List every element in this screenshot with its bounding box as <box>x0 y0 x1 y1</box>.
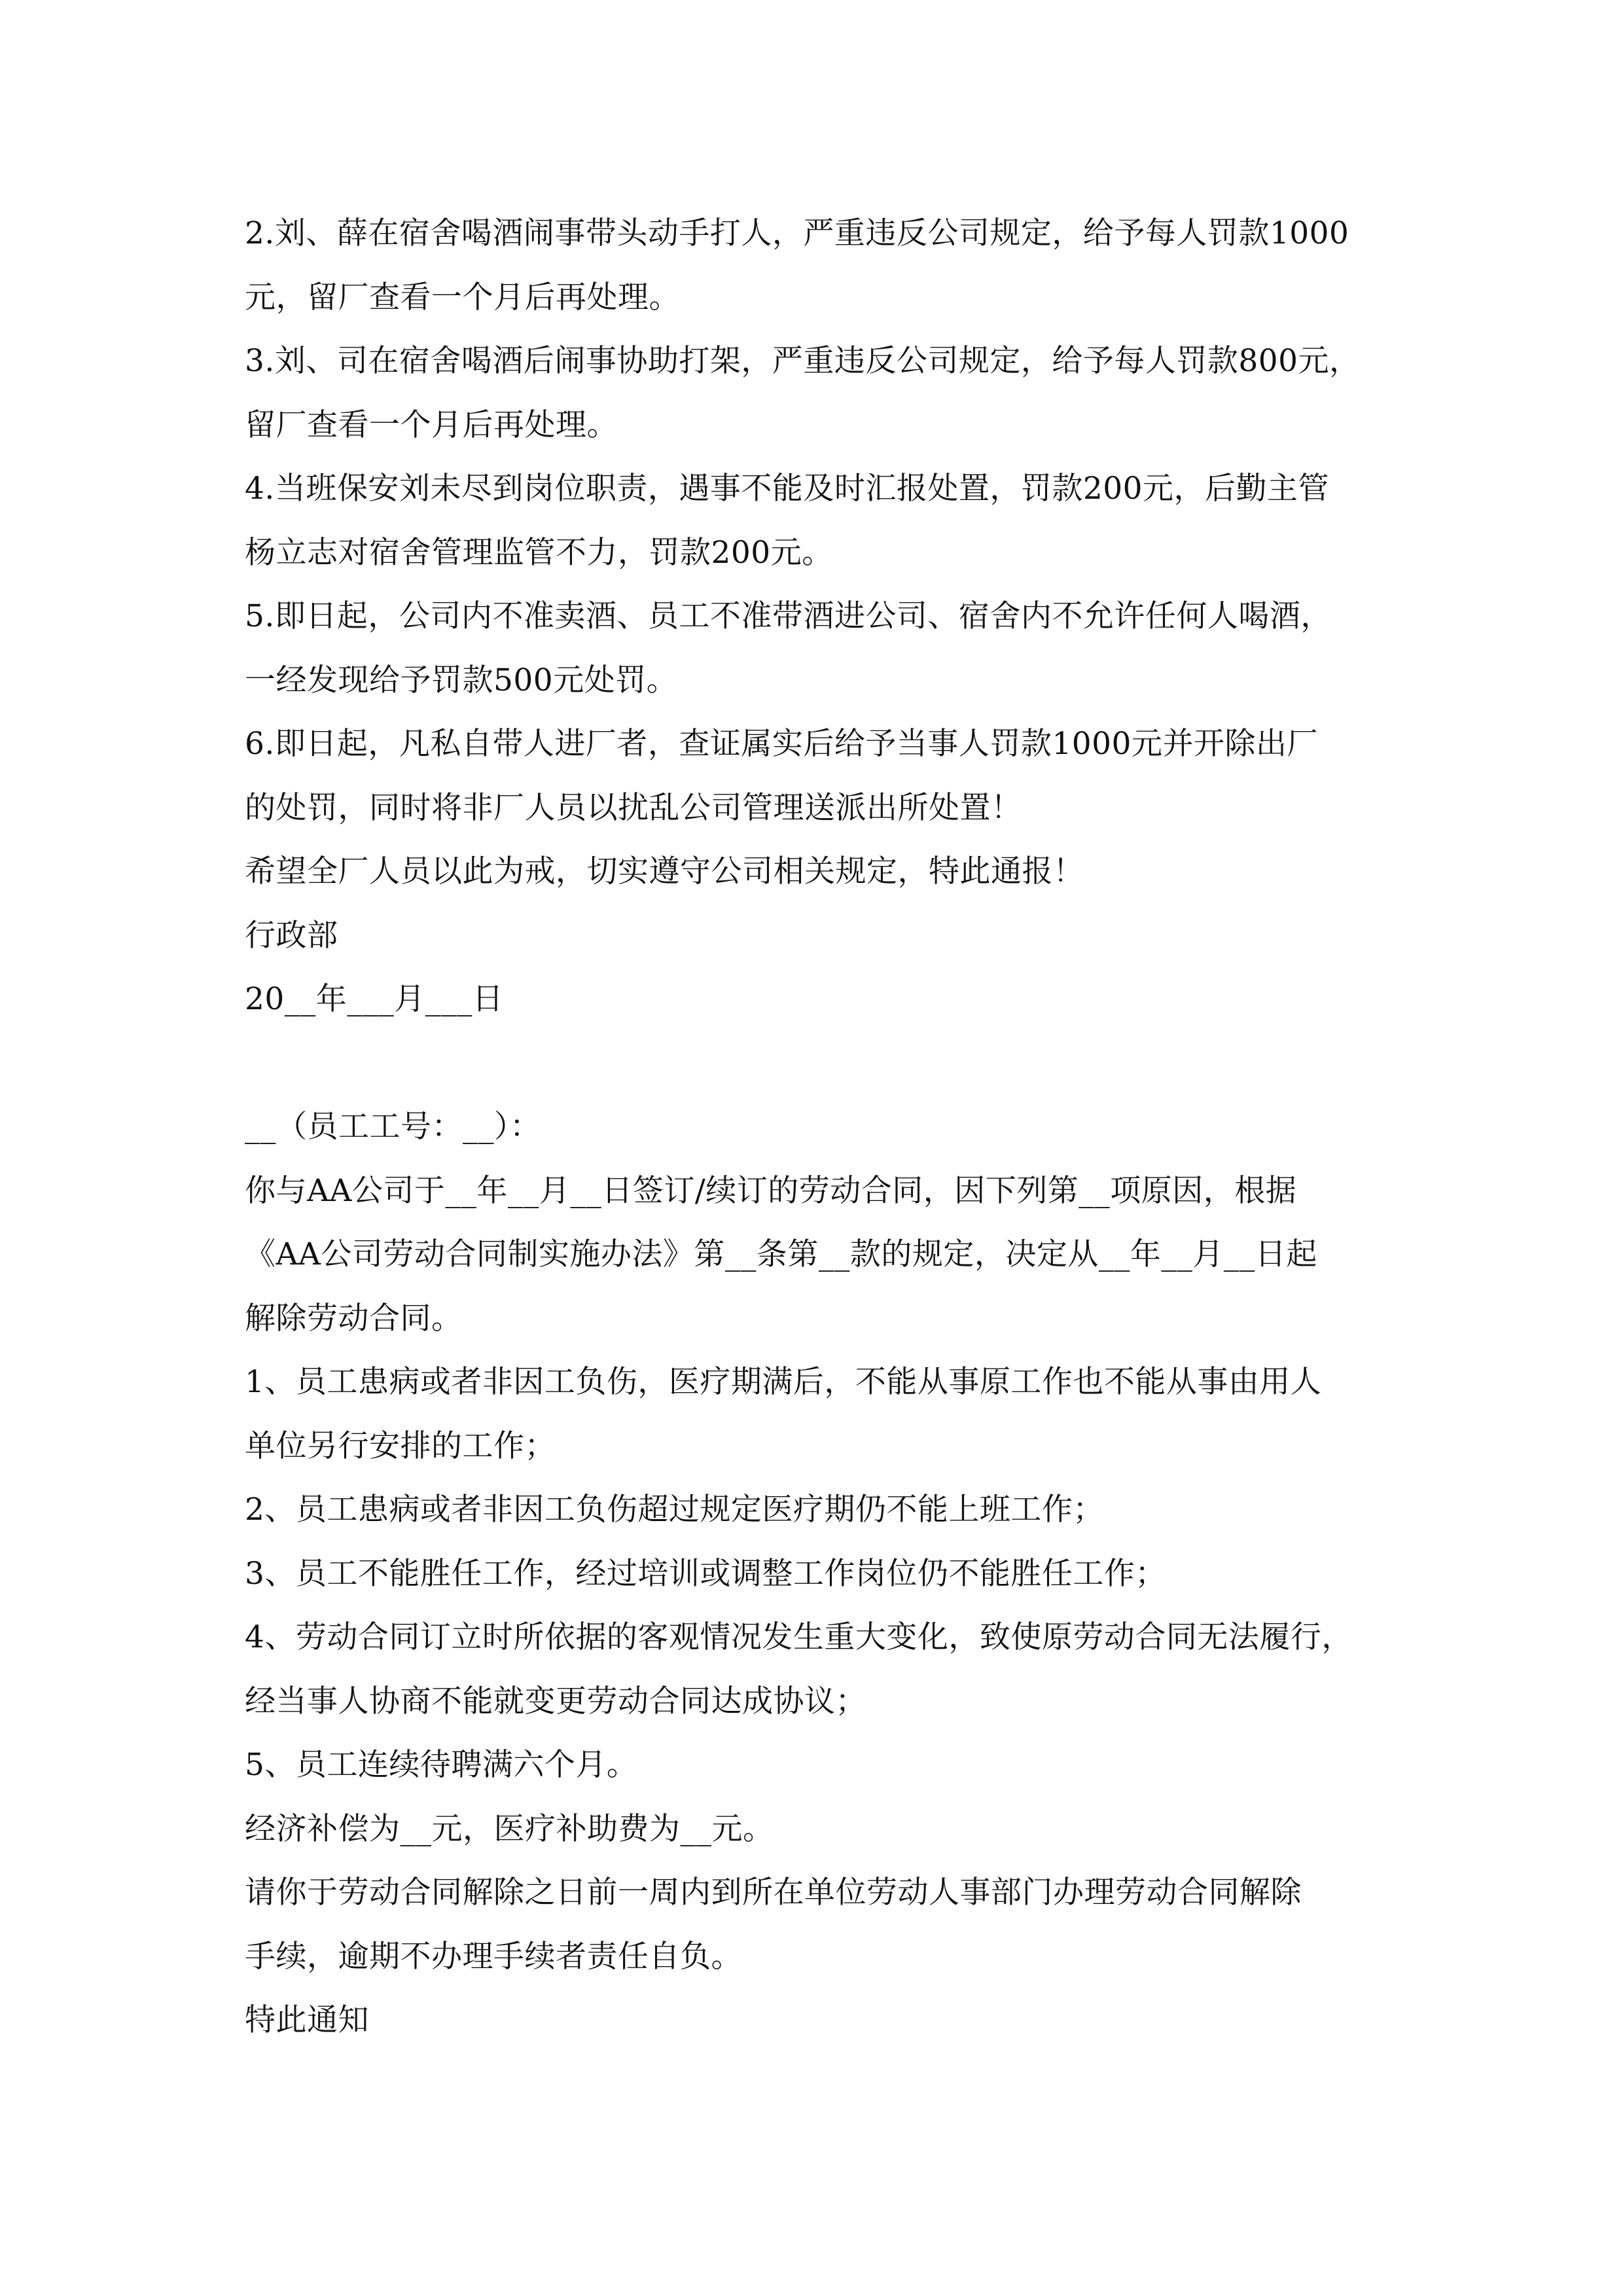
termination-line: 你与AA公司于__年__月__日签订/续订的劳动合同，因下列第__项原因，根据 <box>245 1172 1297 1209</box>
notice-line: 2.刘、薛在宿舍喝酒闹事带头动手打人，严重违反公司规定，给予每人罚款1000 <box>245 215 1349 251</box>
notice-line: 的处罚，同时将非厂人员以扰乱公司管理送派出所处置！ <box>245 789 1022 826</box>
notice-line: 希望全厂人员以此为戒，切实遵守公司相关规定，特此通报！ <box>245 853 1084 889</box>
notice-line: 5.即日起，公司内不准卖酒、员工不准带酒进公司、宿舍内不允许任何人喝酒， <box>245 598 1332 634</box>
termination-line: 5、员工连续待聘满六个月。 <box>245 1747 638 1783</box>
notice-line: 4.当班保安刘未尽到岗位职责，遇事不能及时汇报处置，罚款200元，后勤主管 <box>245 471 1330 507</box>
termination-line: 单位另行安排的工作； <box>245 1427 556 1464</box>
termination-line: 经当事人协商不能就变更劳动合同达成协议； <box>245 1683 866 1719</box>
notice-line: 留厂查看一个月后再处理。 <box>245 406 618 443</box>
termination-line: 请你于劳动合同解除之日前一周内到所在单位劳动人事部门办理劳动合同解除 <box>245 1874 1302 1910</box>
termination-line: 1、员工患病或者非因工负伤，医疗期满后，不能从事原工作也不能从事由用人 <box>245 1364 1322 1400</box>
termination-line: 4、劳动合同订立时所依据的客观情况发生重大变化，致使原劳动合同无法履行， <box>245 1619 1353 1655</box>
section-gap <box>245 1031 1423 1096</box>
notice-date: 20__年___月___日 <box>245 981 504 1017</box>
notice-line: 元，留厂查看一个月后再处理。 <box>245 279 680 315</box>
termination-line: 特此通知 <box>245 2002 369 2038</box>
notice-line: 一经发现给予罚款500元处罚。 <box>245 662 678 698</box>
termination-line: 经济补偿为__元，医疗补助费为__元。 <box>245 1810 774 1847</box>
termination-line: 《AA公司劳动合同制实施办法》第__条第__款的规定，决定从__年__月__日起 <box>245 1236 1317 1272</box>
termination-greeting: __（员工工号：__）： <box>245 1109 541 1145</box>
termination-line: 2、员工患病或者非因工负伤超过规定医疗期仍不能上班工作； <box>245 1492 1104 1528</box>
termination-line: 手续，逾期不办理手续者责任自负。 <box>245 1938 742 1975</box>
notice-line: 杨立志对宿舍管理监管不力，罚款200元。 <box>245 534 833 571</box>
termination-line: 3、员工不能胜任工作，经过培训或调整工作岗位仍不能胜任工作； <box>245 1555 1166 1592</box>
termination-line: 解除劳动合同。 <box>245 1300 463 1336</box>
notice-line: 3.刘、司在宿舍喝酒后闹事协助打架，严重违反公司规定，给予每人罚款800元， <box>245 343 1361 379</box>
notice-department: 行政部 <box>245 917 338 954</box>
document-body <box>245 202 1423 2053</box>
notice-line: 6.即日起，凡私自带人进厂者，查证属实后给予当事人罚款1000元并开除出厂 <box>245 726 1318 762</box>
